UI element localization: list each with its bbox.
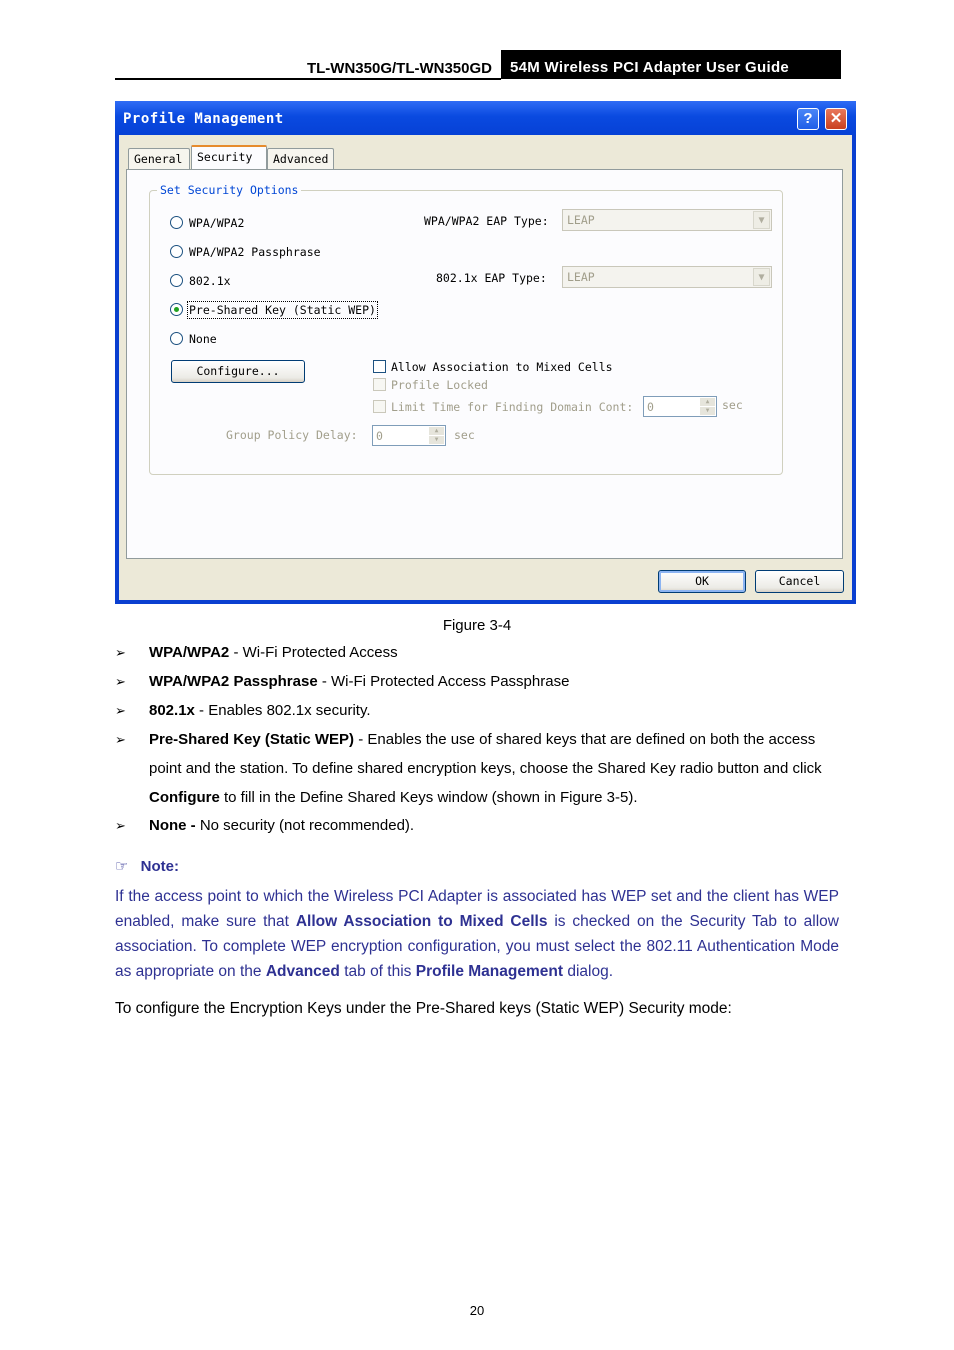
radio-8021x-label: 802.1x — [189, 274, 231, 288]
bullet-term: None - — [149, 817, 196, 834]
group-policy-delay-value: 0 — [376, 429, 383, 443]
bullet-term: Configure — [149, 789, 220, 806]
tab-general[interactable]: General — [128, 148, 190, 169]
cancel-button[interactable]: Cancel — [755, 570, 844, 593]
dialog-title-bar[interactable] — [115, 101, 856, 135]
bullet-term: WPA/WPA2 Passphrase — [149, 673, 318, 690]
bullet-arrow-icon: ➢ — [115, 703, 126, 718]
bullet-text: - Enables the use of shared keys that are defined on both the access point and the station. To define shared encryption keys, choose the Shared Key radio button and click — [149, 731, 822, 777]
note-bold: Profile Management — [415, 963, 564, 980]
wpa-eap-type-select[interactable] — [562, 209, 772, 231]
profile-locked-checkbox[interactable] — [373, 378, 386, 391]
bullet-text: - Wi-Fi Protected Access Passphrase — [317, 673, 570, 690]
note-text: If the access point to which the Wireless PCI Adapter is associated has WEP set and the client has WEP enabled, make sure that — [115, 888, 839, 930]
radio-wpa-wpa2[interactable] — [170, 216, 183, 229]
bullet-arrow-icon: ➢ — [115, 732, 126, 747]
allow-mixed-cells-label: Allow Association to Mixed Cells — [391, 360, 613, 374]
note-bold: Allow Association to Mixed Cells — [295, 913, 548, 930]
header-model: TL-WN350G/TL-WN350GD — [306, 60, 492, 77]
radio-pre-shared-key-label: Pre-Shared Key (Static WEP) — [189, 303, 376, 317]
limit-time-label: Limit Time for Finding Domain Cont: — [391, 400, 634, 414]
figure-caption: Figure 3-4 — [442, 617, 512, 634]
spin-down-icon[interactable]: ▼ — [700, 407, 715, 415]
radio-wpa-passphrase-label: WPA/WPA2 Passphrase — [189, 245, 321, 259]
note-bold: Advanced — [265, 963, 340, 980]
group-policy-delay-label: Group Policy Delay: — [226, 428, 358, 442]
limit-time-checkbox[interactable] — [373, 400, 386, 413]
bullet-arrow-icon: ➢ — [115, 645, 126, 660]
header-guide-title: 54M Wireless PCI Adapter User Guide — [501, 50, 841, 79]
group-title: Set Security Options — [157, 183, 301, 197]
note-title: Note: — [140, 858, 179, 875]
chevron-down-icon: ▼ — [753, 211, 770, 229]
header-rule — [115, 78, 501, 80]
bullet-term: 802.1x — [149, 702, 195, 719]
radio-none[interactable] — [170, 332, 183, 345]
wpa-eap-type-label: WPA/WPA2 EAP Type: — [424, 214, 549, 228]
configure-button[interactable]: Configure... — [171, 360, 305, 383]
spin-up-icon[interactable]: ▲ — [700, 398, 715, 406]
8021x-eap-type-select[interactable] — [562, 266, 772, 288]
limit-time-value: 0 — [647, 400, 654, 414]
page-number: 20 — [469, 1303, 485, 1318]
chevron-down-icon: ▼ — [753, 268, 770, 286]
limit-time-stepper[interactable] — [643, 396, 717, 417]
limit-time-spin-buttons[interactable] — [700, 398, 715, 415]
bullet-term: WPA/WPA2 — [149, 644, 230, 661]
group-policy-delay-stepper[interactable] — [372, 425, 446, 446]
radio-8021x[interactable] — [170, 274, 183, 287]
note-text: is checked on the Security Tab to allow association. To complete WEP encryption configuration, you must select the 802.11 Authentication Mode as appropriate on the — [115, 913, 839, 980]
8021x-eap-type-value: LEAP — [567, 270, 595, 284]
close-icon[interactable]: ✕ — [825, 108, 847, 130]
wpa-eap-type-value: LEAP — [567, 213, 595, 227]
bullet-text: No security (not recommended). — [195, 817, 415, 834]
bullet-arrow-icon: ➢ — [115, 818, 126, 833]
note-text: dialog. — [563, 963, 613, 980]
security-tab-panel — [126, 169, 843, 559]
help-icon[interactable]: ? — [797, 108, 819, 130]
limit-time-unit: sec — [722, 398, 743, 412]
spin-down-icon[interactable]: ▼ — [429, 436, 444, 444]
tab-advanced[interactable]: Advanced — [267, 148, 334, 169]
dialog-title: Profile Management — [123, 111, 284, 127]
radio-wpa-wpa2-label: WPA/WPA2 — [189, 216, 245, 230]
dialog-client — [119, 135, 852, 600]
radio-pre-shared-key[interactable] — [170, 303, 183, 316]
note-body — [115, 884, 839, 984]
bullet-text: to fill in the Define Shared Keys window (shown in Figure 3-5). — [219, 789, 638, 806]
tab-security[interactable]: Security — [191, 145, 267, 170]
spin-up-icon[interactable]: ▲ — [429, 427, 444, 435]
bullet-term: Pre-Shared Key (Static WEP) — [149, 731, 355, 748]
bullet-text: - Enables 802.1x security. — [194, 702, 371, 719]
ok-button[interactable]: OK — [658, 570, 746, 593]
group-policy-delay-unit: sec — [454, 428, 475, 442]
radio-wpa-passphrase[interactable] — [170, 245, 183, 258]
note-heading — [115, 857, 179, 875]
bullet-text: - Wi-Fi Protected Access — [229, 644, 398, 661]
radio-none-label: None — [189, 332, 217, 346]
8021x-eap-type-label: 802.1x EAP Type: — [436, 271, 547, 285]
bullet-arrow-icon: ➢ — [115, 674, 126, 689]
group-policy-spin-buttons[interactable] — [429, 427, 444, 444]
profile-management-dialog — [115, 101, 856, 604]
pointing-hand-icon: ☞ — [115, 857, 129, 875]
profile-locked-label: Profile Locked — [391, 378, 488, 392]
body-paragraph: To configure the Encryption Keys under the Pre-Shared keys (Static WEP) Security mode: — [115, 1000, 732, 1017]
note-text: tab of this — [339, 963, 416, 980]
allow-mixed-cells-checkbox[interactable] — [373, 360, 386, 373]
